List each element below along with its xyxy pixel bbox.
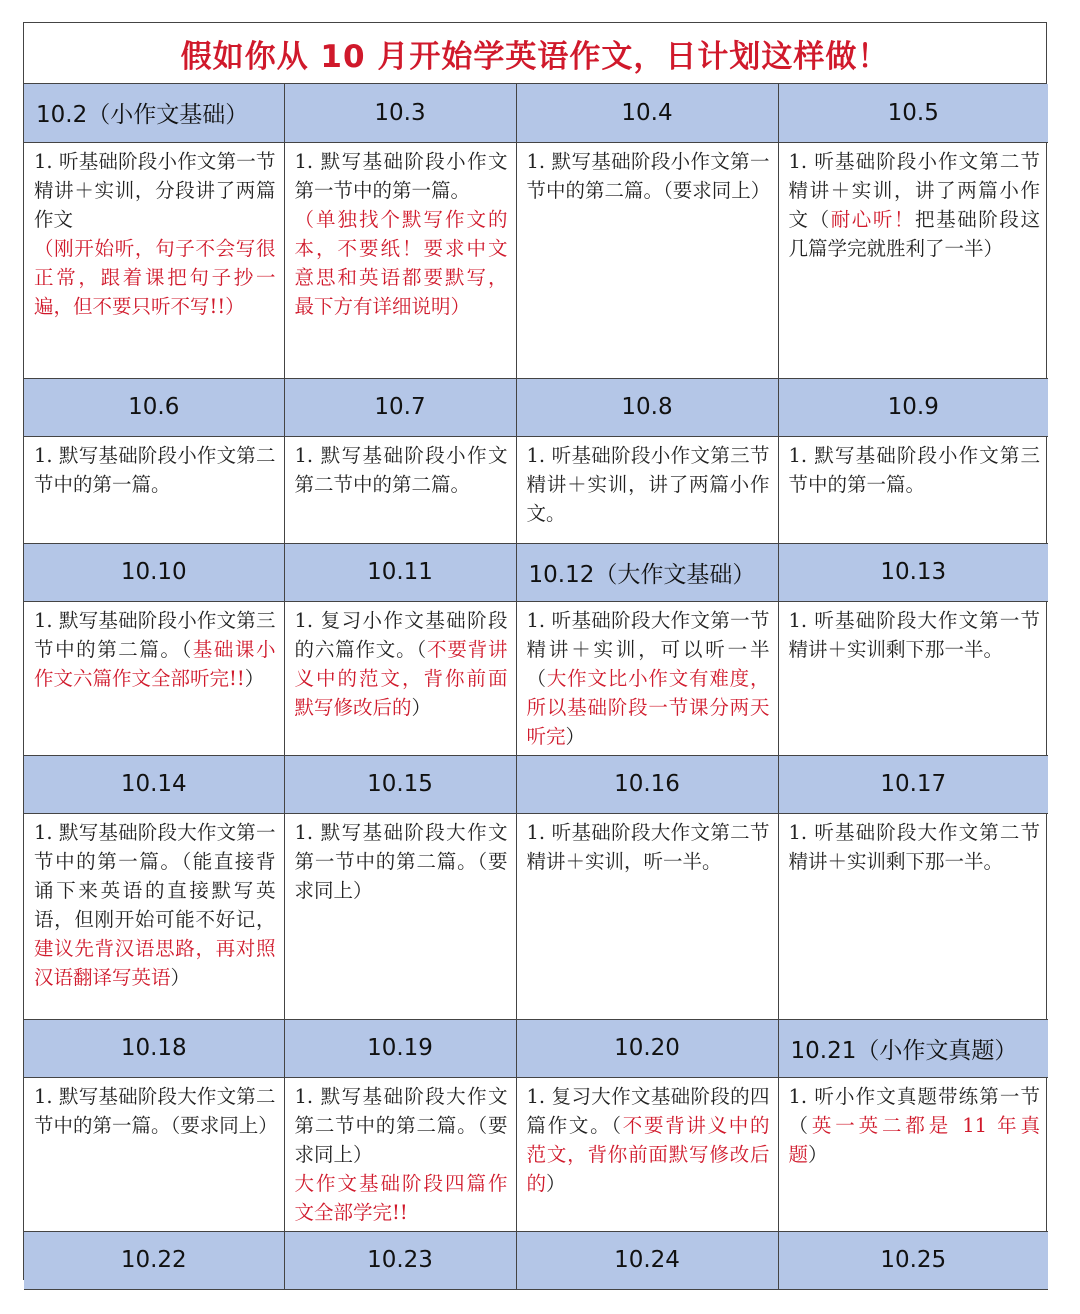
- task-text: 1. 听小作文真题带练第一节（: [788, 1084, 1040, 1137]
- task-text: 1. 听基础阶段大作文第二节精讲＋实训剩下那一半。: [788, 820, 1040, 873]
- task-text: 1. 听基础阶段小作文第三节精讲＋实训，讲了两篇小作文。: [526, 443, 770, 525]
- task-text-tail: ）: [565, 724, 586, 748]
- task-text: 1. 默写基础阶段小作文第二节中的第二篇。: [294, 443, 508, 496]
- day-header: 10.10: [24, 543, 284, 601]
- day-task: [516, 142, 778, 378]
- day-task: [778, 601, 1048, 755]
- task-text: 1. 默写基础阶段大作文第一节中的第一篇。（能直接背诵下来英语的直接默写英语，但刚开始可能不好记，: [34, 820, 276, 931]
- task-text: 1. 听基础阶段小作文第二节精讲＋实训，讲了两篇小作文（: [788, 149, 1040, 231]
- task-text: 1. 听基础阶段小作文第一节精讲＋实训，分段讲了两篇作文: [34, 149, 276, 231]
- task-text: 1. 默写基础阶段大作文第二节中的第二篇。（要求同上）: [294, 1084, 508, 1166]
- day-header: 10.16: [516, 755, 778, 813]
- day-header: 10.12（大作文基础）: [516, 543, 778, 601]
- day-header: 10.14: [24, 755, 284, 813]
- day-task: [24, 1077, 284, 1231]
- task-text: 1. 默写基础阶段小作文第三节中的第一篇。: [788, 443, 1040, 496]
- day-header: 10.18: [24, 1019, 284, 1077]
- day-task: [284, 436, 516, 543]
- day-header: 10.7: [284, 378, 516, 436]
- task-highlight: 英一英二都是 11 年真题: [788, 1113, 1040, 1166]
- task-note: （单独找个默写作文的本，不要纸！要求中文意思和英语都要默写，最下方有详细说明）: [294, 207, 508, 318]
- day-header: 10.11: [284, 543, 516, 601]
- day-task: [778, 813, 1048, 1019]
- day-header: 10.25: [778, 1231, 1048, 1289]
- day-header: 10.20: [516, 1019, 778, 1077]
- day-task: [778, 1077, 1048, 1231]
- task-text: 1. 复习小作文基础阶段的六篇作文。（: [294, 608, 508, 661]
- task-note: （刚开始听，句子不会写很正常，跟着课把句子抄一遍，但不要只听不写!!）: [34, 236, 276, 318]
- task-highlight: 不要背讲义中的范文，背你前面默写修改后的: [294, 637, 508, 719]
- day-task: [778, 142, 1048, 378]
- task-highlight: 大作文比小作文有难度，所以基础阶段一节课分两天听完: [526, 666, 770, 748]
- schedule-table: [24, 84, 1048, 1290]
- day-task: [516, 436, 778, 543]
- day-header: 10.9: [778, 378, 1048, 436]
- day-header: 10.13: [778, 543, 1048, 601]
- task-highlight: 不要背讲义中的范文，背你前面默写修改后的: [526, 1113, 770, 1195]
- day-header: 10.8: [516, 378, 778, 436]
- task-text-tail: 把基础阶段这几篇学完就胜利了一半）: [788, 207, 1040, 260]
- task-text: 1. 默写基础阶段小作文第一节中的第一篇。: [294, 149, 508, 202]
- day-task: [284, 1077, 516, 1231]
- day-task: [284, 142, 516, 378]
- day-task: [516, 1077, 778, 1231]
- task-text-tail: ）: [808, 1142, 828, 1166]
- day-header: 10.21（小作文真题）: [778, 1019, 1048, 1077]
- day-task: [516, 813, 778, 1019]
- task-text: 1. 听基础阶段大作文第一节精讲＋实训，可以听一半（: [526, 608, 770, 690]
- task-text: 1. 复习大作文基础阶段的四篇作文。（: [526, 1084, 770, 1137]
- day-header: 10.24: [516, 1231, 778, 1289]
- task-text: 1. 听基础阶段大作文第二节精讲＋实训，听一半。: [526, 820, 770, 873]
- day-header: 10.23: [284, 1231, 516, 1289]
- task-text: 1. 默写基础阶段小作文第一节中的第二篇。（要求同上）: [526, 149, 771, 202]
- day-header: 10.6: [24, 378, 284, 436]
- task-text: 1. 默写基础阶段小作文第二节中的第一篇。: [34, 443, 276, 496]
- day-header: 10.2（小作文基础）: [24, 84, 284, 142]
- task-text-tail: ）: [546, 1171, 566, 1195]
- plan-sheet: [23, 22, 1047, 1280]
- day-header: 10.19: [284, 1019, 516, 1077]
- task-text: 1. 默写基础阶段小作文第三节中的第二篇。（: [34, 608, 276, 661]
- day-task: [24, 142, 284, 378]
- day-task: [516, 601, 778, 755]
- day-header: 10.3: [284, 84, 516, 142]
- day-task: [284, 813, 516, 1019]
- task-text-tail: ）: [244, 666, 265, 690]
- task-text: 1. 默写基础阶段大作文第二节中的第一篇。（要求同上）: [34, 1084, 278, 1137]
- task-text: 1. 默写基础阶段大作文第一节中的第二篇。（要求同上）: [294, 820, 508, 902]
- day-task: [284, 601, 516, 755]
- day-task: [24, 601, 284, 755]
- task-highlight: 基础课小作文六篇作文全部听完!!: [34, 637, 276, 690]
- task-highlight: 大作文基础阶段四篇作文全部学完!!: [294, 1171, 508, 1224]
- task-text-tail: ）: [411, 695, 432, 719]
- day-header: 10.22: [24, 1231, 284, 1289]
- day-header: 10.5: [778, 84, 1048, 142]
- day-task: [24, 813, 284, 1019]
- task-highlight: 建议先背汉语思路，再对照汉语翻译写英语: [34, 936, 276, 989]
- day-header: 10.4: [516, 84, 778, 142]
- task-highlight: 耐心听！: [830, 207, 916, 231]
- day-task: [778, 436, 1048, 543]
- page-title: 假如你从 10 月开始学英语作文，日计划这样做！: [24, 23, 1046, 84]
- day-header: 10.17: [778, 755, 1048, 813]
- task-text-tail: ）: [170, 965, 191, 989]
- day-header: 10.15: [284, 755, 516, 813]
- day-task: [24, 436, 284, 543]
- task-text: 1. 听基础阶段大作文第一节精讲＋实训剩下那一半。: [788, 608, 1040, 661]
